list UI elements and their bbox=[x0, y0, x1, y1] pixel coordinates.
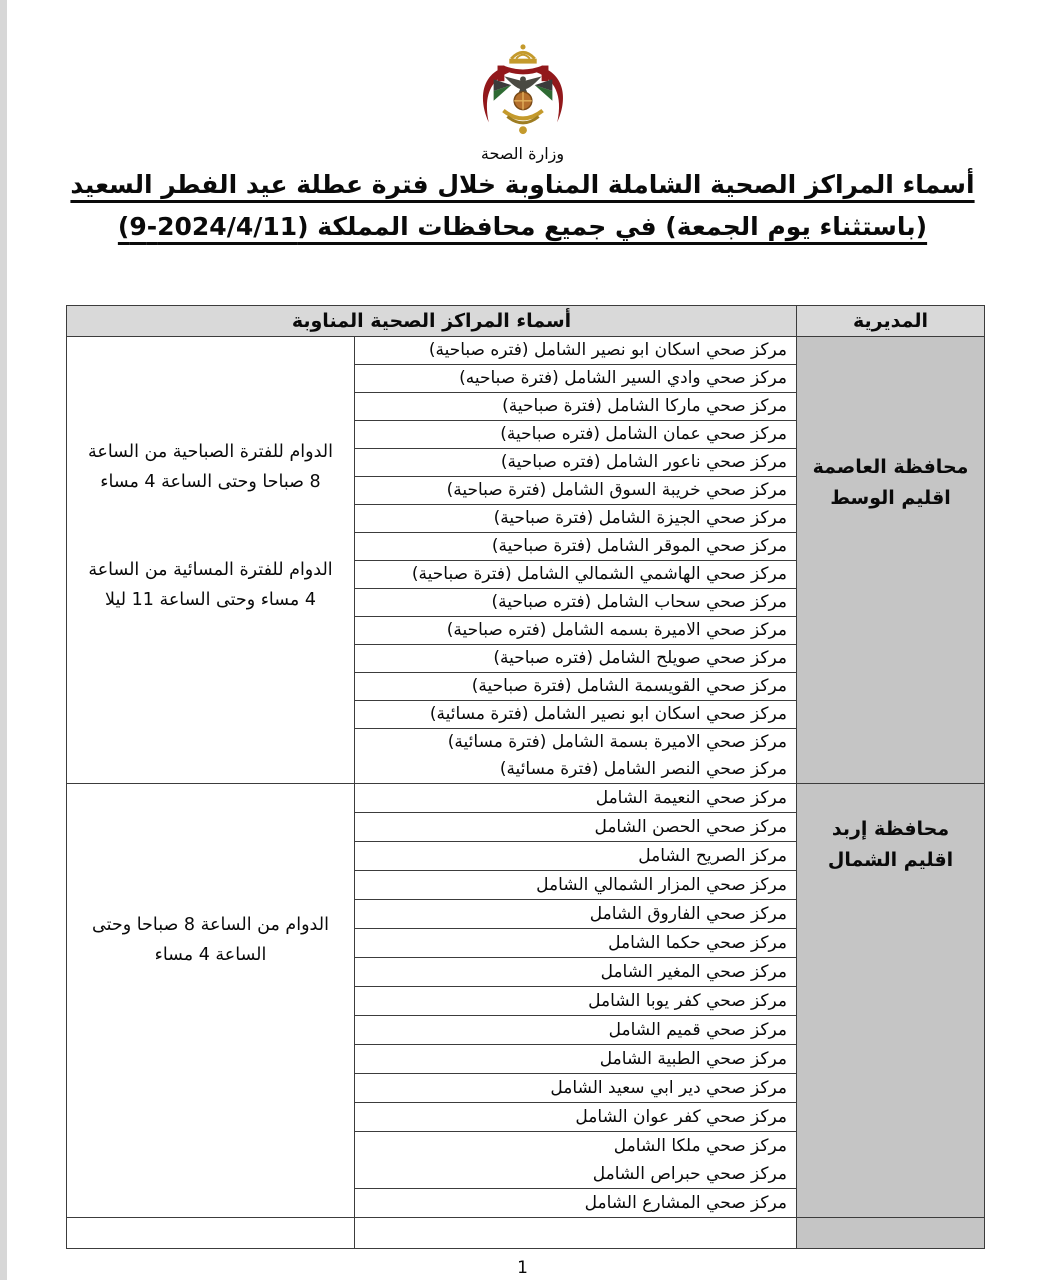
center-cell bbox=[355, 477, 797, 505]
health-center-name: مركز صحي ملكا الشامل bbox=[613, 1136, 787, 1156]
health-center-name: مركز صحي كفر يوبا الشامل bbox=[588, 991, 787, 1011]
center-cell bbox=[355, 1189, 797, 1218]
center-cell bbox=[355, 589, 797, 617]
directorate-label: اقليم الشمال bbox=[827, 849, 954, 871]
health-center-name: مركز صحي الاميرة بسمه الشامل (فتره صباحية) bbox=[446, 620, 787, 640]
center-cell bbox=[355, 645, 797, 673]
directorate-label: محافظة العاصمة bbox=[812, 456, 969, 478]
health-center-name: مركز صحي المزار الشمالي الشامل bbox=[536, 875, 787, 895]
directorate-cell bbox=[797, 784, 985, 1218]
center-cell bbox=[355, 505, 797, 533]
health-center-name: مركز صحي اسكان ابو نصير الشامل (فتره صباحية) bbox=[428, 340, 787, 360]
health-center-name: مركز صحي صويلح الشامل (فتره صباحية) bbox=[493, 648, 787, 668]
empty-cell bbox=[797, 1218, 985, 1249]
table-row bbox=[66, 337, 984, 365]
table-row bbox=[66, 784, 984, 813]
jordan-coat-of-arms-logo bbox=[463, 44, 583, 142]
center-cell bbox=[355, 561, 797, 589]
schedule-text: الدوام من الساعة 8 صباحا وحتى الساعة 4 مساء bbox=[92, 915, 329, 965]
center-cell bbox=[355, 1074, 797, 1103]
document-title-line1: أسماء المراكز الصحية الشاملة المناوبة خلال فترة عطلة عيد الفطر السعيد bbox=[70, 170, 975, 199]
health-center-name: مركز صحي خريبة السوق الشامل (فترة صباحية) bbox=[446, 480, 787, 500]
health-center-name: مركز صحي دير ابي سعيد الشامل bbox=[550, 1078, 787, 1098]
table-header-row bbox=[66, 306, 984, 337]
health-center-name: مركز صحي كفر عوان الشامل bbox=[575, 1107, 787, 1127]
health-center-name: مركز صحي قميم الشامل bbox=[608, 1020, 787, 1040]
schedule-text: الدوام للفترة المسائية من الساعة 4 مساء وحتى الساعة 11 ليلا bbox=[88, 560, 333, 610]
jordan-coat-of-arms-icon bbox=[464, 44, 582, 138]
health-center-name: مركز صحي الحصن الشامل bbox=[594, 817, 787, 837]
center-cell bbox=[355, 701, 797, 729]
center-cell bbox=[355, 1045, 797, 1074]
health-center-name: مركز صحي القويسمة الشامل (فترة صباحية) bbox=[471, 676, 787, 696]
health-center-name: مركز صحي المشارع الشامل bbox=[584, 1193, 787, 1213]
header-directorate: المديرية bbox=[797, 306, 985, 337]
empty-cell bbox=[355, 1218, 797, 1249]
schedule-text: الدوام للفترة الصباحية من الساعة 8 صباحا وحتى الساعة 4 مساء bbox=[88, 442, 333, 492]
health-center-name: مركز صحي الفاروق الشامل bbox=[589, 904, 787, 924]
health-center-name: مركز صحي المغير الشامل bbox=[600, 962, 787, 982]
center-cell bbox=[355, 900, 797, 929]
center-cell bbox=[355, 365, 797, 393]
page-number: 1 bbox=[517, 1258, 528, 1278]
directorate-label: اقليم الوسط bbox=[830, 487, 951, 509]
center-cell bbox=[355, 871, 797, 900]
center-cell bbox=[355, 784, 797, 813]
health-center-name: مركز صحي النصر الشامل (فترة مسائية) bbox=[499, 759, 787, 779]
center-cell bbox=[355, 842, 797, 871]
document-title-line2: (باستثناء يوم الجمعة) في جميع محافظات المملكة (2024/4/11-9) bbox=[117, 212, 928, 241]
center-cell bbox=[355, 958, 797, 987]
center-cell bbox=[355, 1132, 797, 1189]
center-cell bbox=[355, 987, 797, 1016]
health-center-name: مركز صحي الهاشمي الشمالي الشامل (فترة صباحية) bbox=[411, 564, 787, 584]
directorate-cell bbox=[797, 337, 985, 784]
directorate-label: محافظة إربد bbox=[831, 818, 950, 840]
center-cell bbox=[355, 533, 797, 561]
center-cell bbox=[355, 1103, 797, 1132]
health-center-name: مركز صحي وادي السير الشامل (فترة صباحيه) bbox=[459, 368, 787, 388]
health-center-name: مركز صحي ماركا الشامل (فترة صباحية) bbox=[502, 396, 787, 416]
center-cell bbox=[355, 393, 797, 421]
center-cell bbox=[355, 673, 797, 701]
schedule-cell bbox=[66, 337, 354, 784]
health-center-name: مركز صحي الجيزة الشامل (فترة صباحية) bbox=[493, 508, 787, 528]
health-center-name: مركز صحي عمان الشامل (فتره صباحية) bbox=[500, 424, 787, 444]
health-center-name: مركز صحي الاميرة بسمة الشامل (فترة مسائية) bbox=[447, 732, 787, 752]
header-centers: أسماء المراكز الصحية المناوبة bbox=[66, 306, 796, 337]
center-cell bbox=[355, 729, 797, 784]
health-center-name: مركز صحي النعيمة الشامل bbox=[595, 788, 787, 808]
center-cell bbox=[355, 449, 797, 477]
ministry-name: وزارة الصحة bbox=[480, 144, 565, 163]
center-cell bbox=[355, 813, 797, 842]
center-cell bbox=[355, 1016, 797, 1045]
health-center-name: مركز الصريح الشامل bbox=[638, 846, 787, 866]
health-center-name: مركز صحي الموقر الشامل (فترة صباحية) bbox=[491, 536, 787, 556]
empty-row bbox=[66, 1218, 984, 1249]
health-center-name: مركز صحي سحاب الشامل (فتره صباحية) bbox=[491, 592, 787, 612]
center-cell bbox=[355, 421, 797, 449]
health-center-name: مركز صحي الطبية الشامل bbox=[599, 1049, 787, 1069]
health-center-name: مركز صحي حبراص الشامل bbox=[592, 1164, 787, 1184]
health-center-name: مركز صحي حكما الشامل bbox=[608, 933, 787, 953]
health-centers-table bbox=[66, 305, 985, 1249]
center-cell bbox=[355, 929, 797, 958]
empty-cell bbox=[66, 1218, 354, 1249]
center-cell bbox=[355, 337, 797, 365]
health-center-name: مركز صحي ناعور الشامل (فتره صباحية) bbox=[500, 452, 787, 472]
center-cell bbox=[355, 617, 797, 645]
schedule-cell bbox=[66, 784, 354, 1218]
health-center-name: مركز صحي اسكان ابو نصير الشامل (فترة مسائية) bbox=[429, 704, 787, 724]
